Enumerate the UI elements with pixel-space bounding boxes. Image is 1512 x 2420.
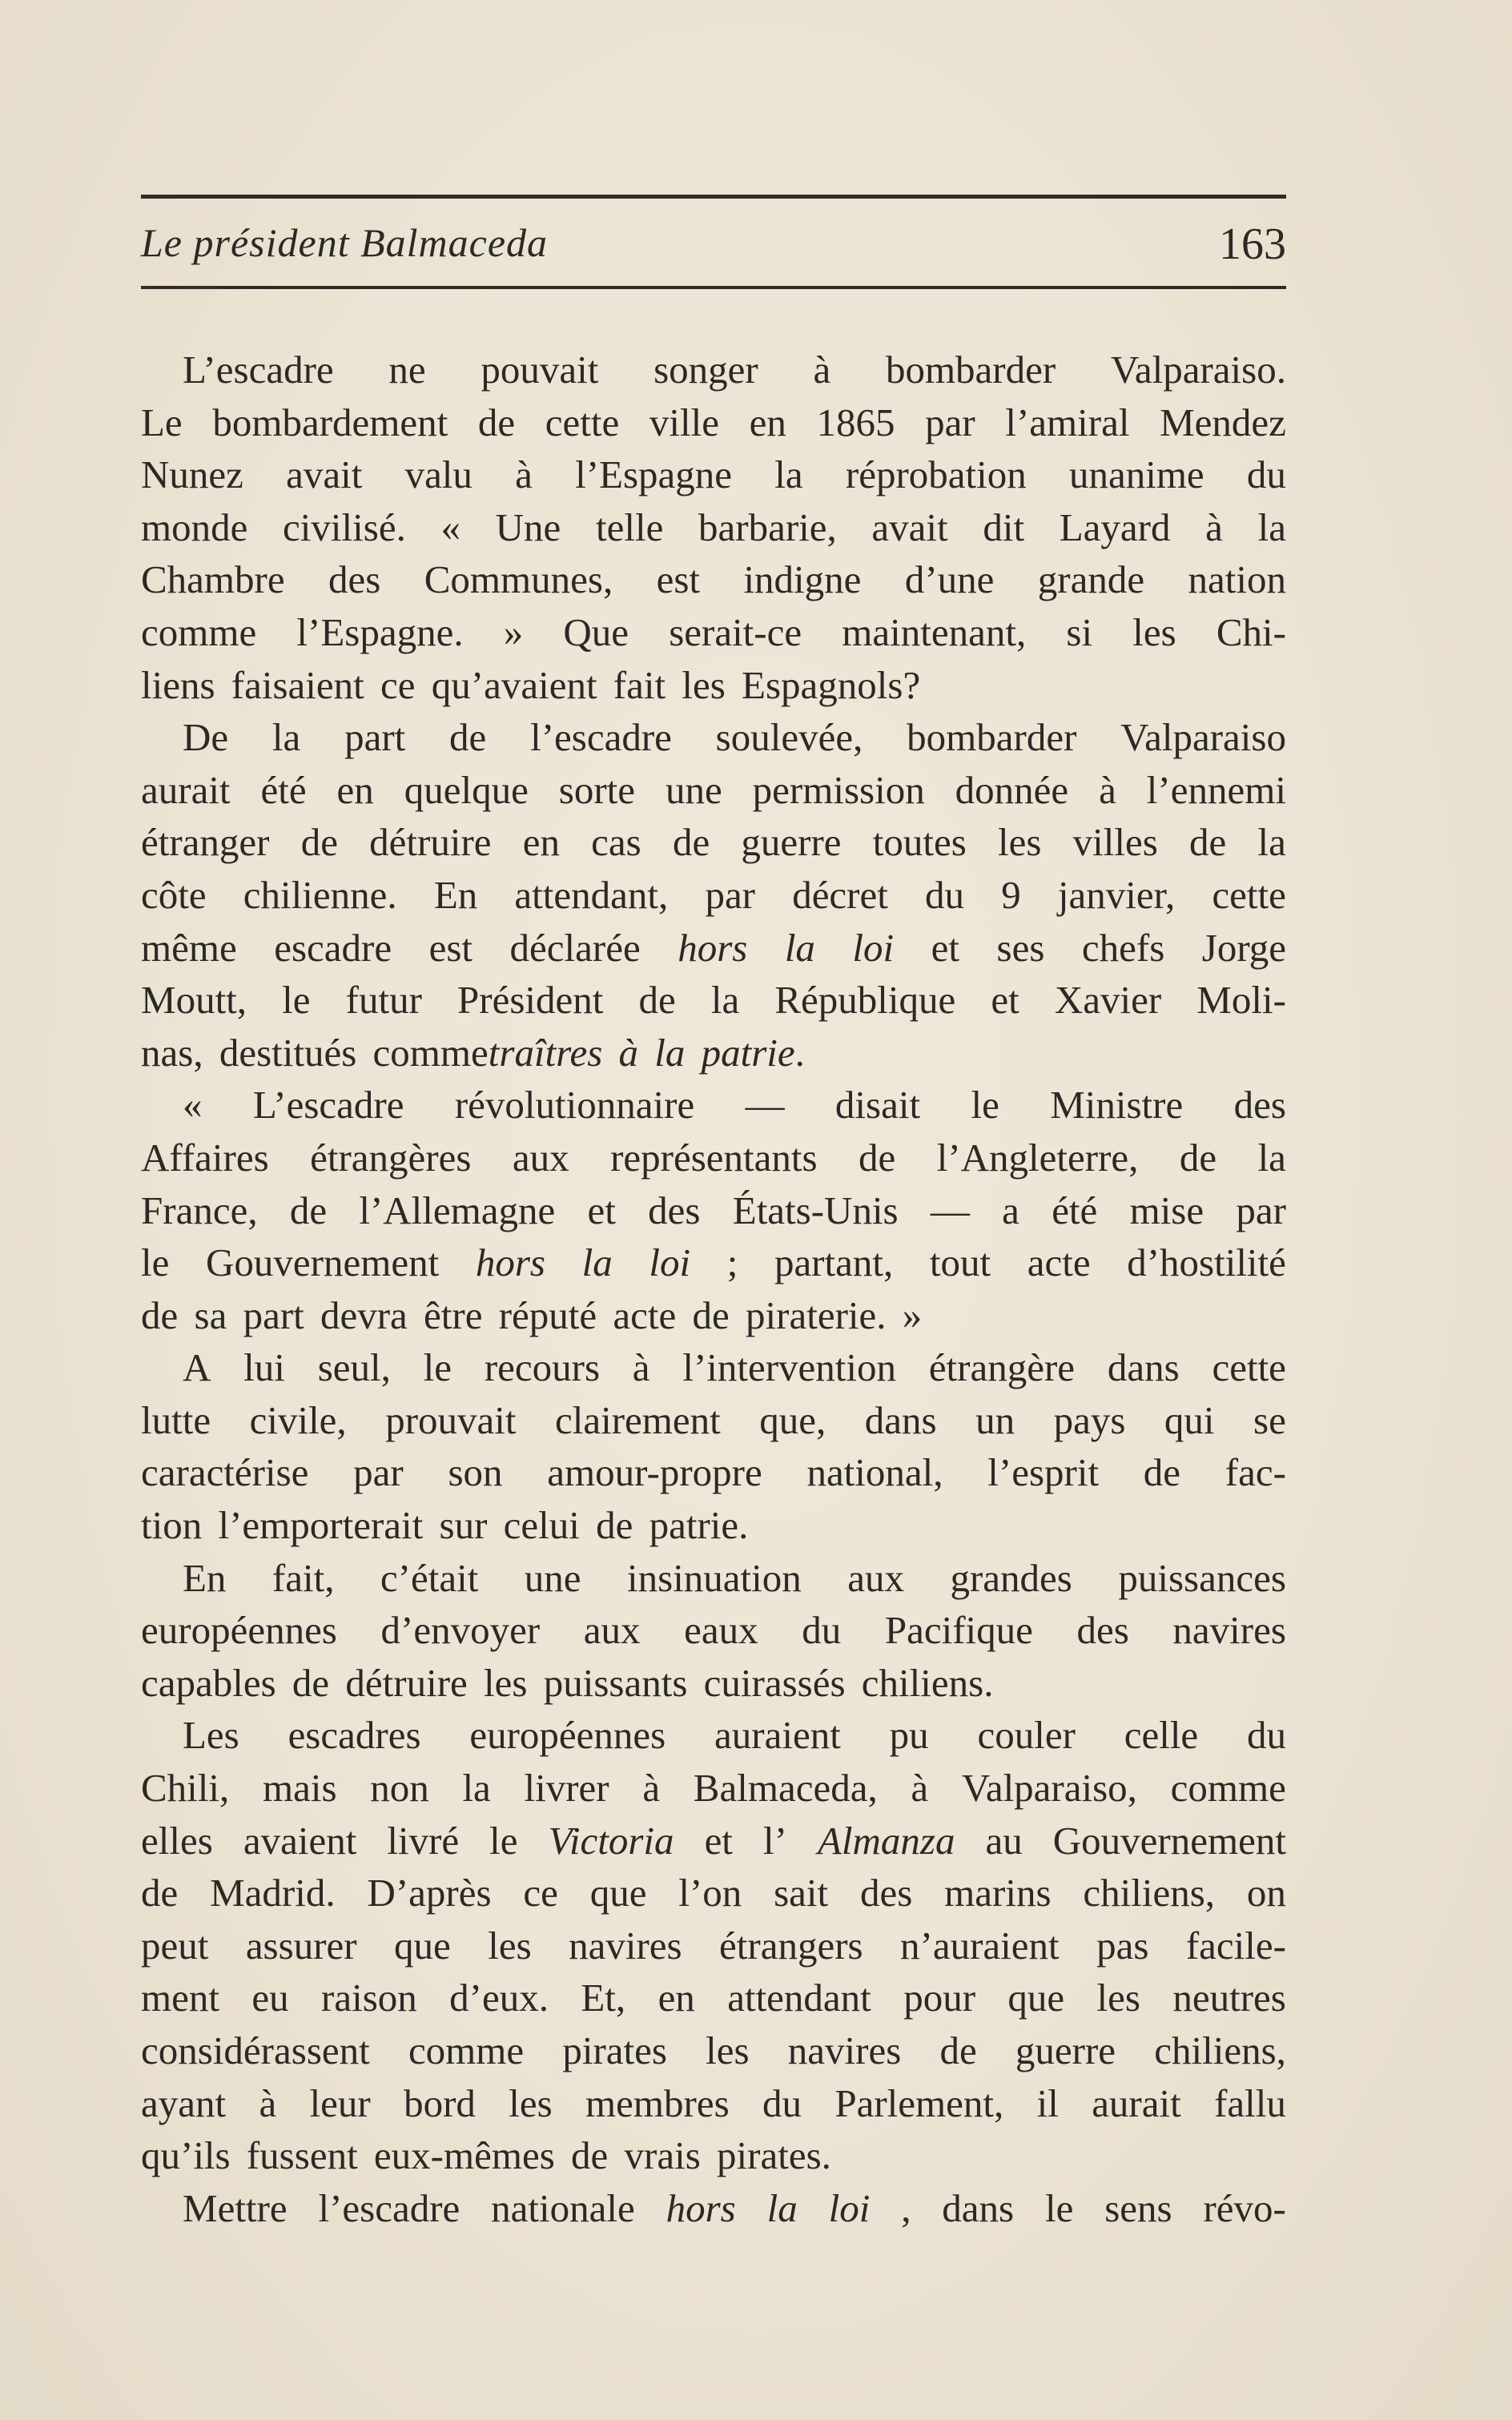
text-line: A lui seul, le recours à l’intervention étrangère dans cette [183,1345,1286,1390]
text-line: lutte civile, prouvait clairement que, dans un pays qui se [141,1397,1286,1442]
text-line: Affaires étrangères aux représentants de l’Angleterre, de la [141,1135,1286,1180]
text-line: Le bombardement de cette ville en 1865 par l’amiral Mendez [141,400,1286,444]
text-line: De la part de l’escadre soulevée, bombarder Valparaiso [183,715,1286,760]
text-line: même escadre est déclarée hors la loi et ses chefs Jorge [141,925,1286,970]
text-line: « L’escadre révolutionnaire — disait le Ministre des [183,1083,1286,1128]
text-line: Chambre des Communes, est indigne d’une grande nation [141,557,1286,602]
text-line: Chili, mais non la livrer à Balmaceda, à Valparaiso, comme [141,1766,1286,1811]
text-line: ayant à leur bord les membres du Parlement, il aurait fallu [141,2080,1286,2125]
text-line: aurait été en quelque sorte une permission donnée à l’ennemi [141,767,1286,812]
text-line: tion l’emporterait sur celui de patrie. [141,1503,749,1548]
text-line: peut assurer que les navires étrangers n’auraient pas facile- [141,1923,1286,1968]
text-line: monde civilisé. « Une telle barbarie, avait dit Layard à la [141,505,1286,549]
text-line: France, de l’Allemagne et des États-Unis — a été mise par [141,1188,1286,1232]
text-line: Mettre l’escadre nationale hors la loi , dans le sens révo- [183,2185,1286,2230]
text-line: qu’ils fussent eux-mêmes de vrais pirates. [141,2133,831,2178]
text-line: elles avaient livré le Victoria et l’ Almanza au Gouvernement [141,1818,1286,1863]
text-line: capables de détruire les puissants cuirassés chiliens. [141,1660,994,1705]
text-line: En fait, c’était une insinuation aux grandes puissances [183,1555,1286,1600]
text-line: Moutt, le futur Président de la République et Xavier Moli- [141,978,1286,1023]
text-line: liens faisaient ce qu’avaient fait les Espagnols? [141,662,921,707]
text-line: comme l’Espagne. » Que serait-ce maintenant, si les Chi- [141,609,1286,654]
body-text [141,344,1286,2234]
header-rule-bottom [141,286,1286,289]
text-line: de sa part devra être réputé acte de piraterie. » [141,1292,923,1337]
text-line: Les escadres européennes auraient pu couler celle du [183,1713,1286,1758]
text-line: Nunez avait valu à l’Espagne la réprobation unanime du [141,452,1286,497]
text-line: étranger de détruire en cas de guerre toutes les villes de la [141,820,1286,865]
header-rule-top [141,195,1286,199]
text-line: caractérise par son amour-propre national, l’esprit de fac- [141,1450,1286,1495]
text-line: européennes d’envoyer aux eaux du Pacifique des navires [141,1608,1286,1653]
running-title: Le président Balmaceda [141,220,549,265]
text-line: de Madrid. D’après ce que l’on sait des marins chiliens, on [141,1871,1286,1915]
text-line: côte chilienne. En attendant, par décret du 9 janvier, cette [141,872,1286,917]
text-line: L’escadre ne pouvait songer à bombarder Valparaiso. [183,348,1286,392]
text-line: nas, destitués comme traîtres à la patrie . [141,1030,805,1075]
text-line: considérassent comme pirates les navires de guerre chiliens, [141,2028,1286,2072]
text-line: le Gouvernement hors la loi ; partant, tout acte d’hostilité [141,1240,1286,1285]
text-line: ment eu raison d’eux. Et, en attendant pour que les neutres [141,1976,1286,2020]
page-number: 163 [1219,219,1286,269]
